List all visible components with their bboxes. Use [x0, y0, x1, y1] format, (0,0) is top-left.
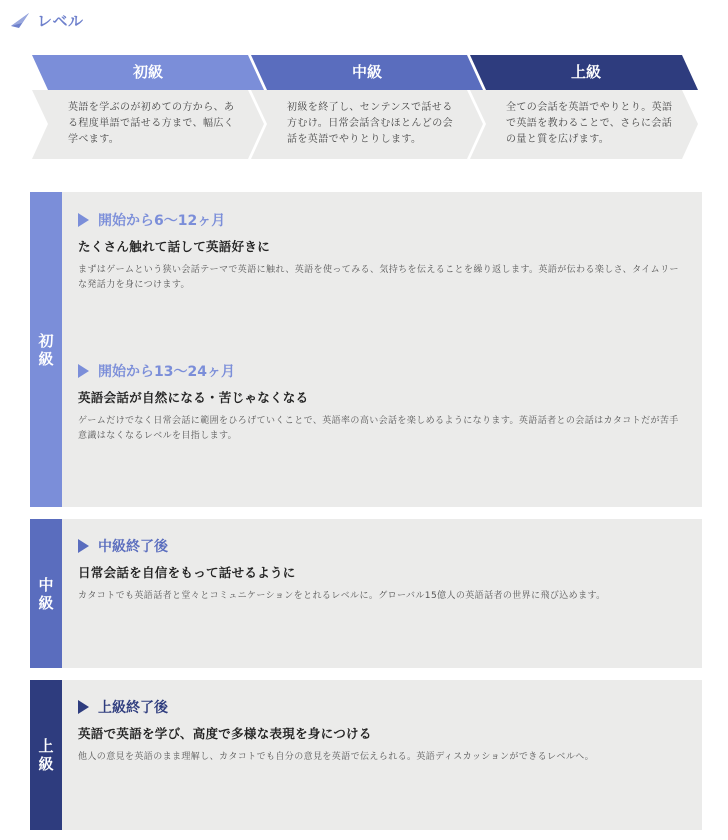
tier-beginner-header: [32, 55, 264, 90]
tier-label: 初級: [132, 63, 163, 81]
milestone-description: 他人の意見を英語のまま理解し、カタコトでも自分の意見を英語で伝えられる。英語ディスカッションができるレベルへ。: [78, 752, 595, 762]
tier-description: 英語を学ぶのが初めての方から、ある程度単語で話せる方まで、幅広く学べます。: [68, 102, 235, 145]
triangle-right-icon: [78, 213, 89, 227]
triangle-right-icon: [78, 364, 89, 378]
row-side-text: 初級: [38, 331, 54, 368]
tier-intermediate-body: [251, 90, 483, 159]
tier-advanced-header: [470, 55, 702, 90]
row-side-text: 上級: [38, 737, 54, 773]
milestone-block: [78, 361, 688, 444]
milestone-description: ゲームだけでなく日常会話に範囲をひろげていくことで、英語率の高い会話を楽しめるようになります。英語話者との会話はカタコトだが苦手意識はなくなるレベルを目指します。: [78, 416, 679, 441]
milestone-heading: 英語で英語を学び、高度で多様な表現を身につける: [78, 726, 372, 741]
row-side-label: [30, 192, 62, 507]
level-row-intermediate: [30, 519, 702, 668]
paper-plane-icon: [10, 11, 30, 29]
milestone-period-text: 中級終了後: [98, 539, 168, 555]
level-row-beginner: [30, 192, 702, 507]
tier-label: 上級: [570, 63, 601, 81]
row-side-label: [30, 680, 62, 830]
tier-beginner: [32, 55, 264, 159]
row-side-label: [30, 519, 62, 668]
milestone-description: まずはゲームという狭い会話テーマで英語に触れ、英語を使ってみる、気持ちを伝えることを繰り返します。英語が伝わる楽しさ、タイムリーな発話力を身につけます。: [78, 265, 679, 290]
triangle-right-icon: [78, 700, 89, 714]
tier-label: 中級: [351, 63, 382, 81]
tier-advanced: [470, 55, 702, 159]
tier-intermediate: [251, 55, 483, 159]
tier-intermediate-header: [251, 55, 483, 90]
tier-advanced-body: [470, 90, 702, 159]
milestone-period: [78, 536, 688, 556]
milestone-period-text: 開始から13〜24ヶ月: [98, 364, 235, 380]
milestone-period: [78, 697, 688, 717]
tier-beginner-body: [32, 90, 264, 159]
milestone-description: カタコトでも英語話者と堂々とコミュニケーションをとれるレベルに。グローバル15億人の英語話者の世界に飛び込めます。: [78, 591, 606, 601]
milestone-period-text: 上級終了後: [98, 700, 168, 716]
triangle-right-icon: [78, 539, 89, 553]
milestone-heading: 日常会話を自信をもって話せるように: [78, 565, 296, 580]
milestone-period: [78, 361, 688, 381]
milestone-block: [78, 210, 688, 293]
milestone-period-text: 開始から6〜12ヶ月: [98, 213, 226, 229]
tier-description: 全ての会話を英語でやりとり。英語で英語を教わることで、さらに会話の量と質を広げます。: [506, 102, 673, 145]
row-side-text: 中級: [38, 575, 54, 612]
section-title: レベル: [37, 11, 84, 30]
milestone-period: [78, 210, 688, 230]
milestone-block: [78, 697, 688, 765]
milestone-heading: たくさん触れて話して英語好きに: [78, 239, 271, 254]
milestone-heading: 英語会話が自然になる・苦じゃなくなる: [78, 390, 309, 405]
tier-description: 初級を終了し、センテンスで話せる方むけ。日常会話含むほとんどの会話を英語でやりとりします。: [287, 102, 453, 145]
level-row-advanced: [30, 680, 702, 830]
section-header: [10, 9, 84, 31]
milestone-block: [78, 536, 688, 604]
level-tiers: [32, 55, 698, 159]
